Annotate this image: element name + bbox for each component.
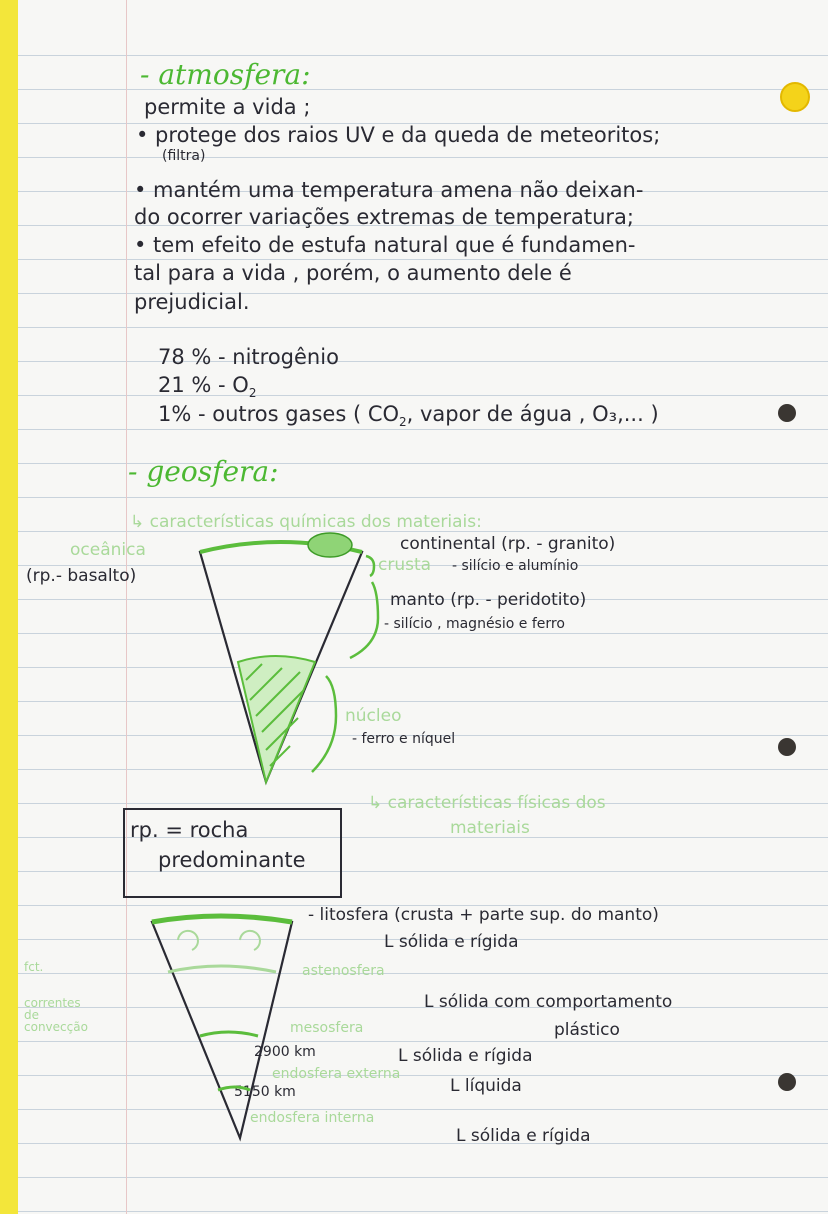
label-nucleo: núcleo — [345, 706, 402, 726]
side-note: correntes — [24, 996, 81, 1010]
label-endosfera-interna: endosfera interna — [250, 1110, 375, 1126]
atmosfera-line: • tem efeito de estufa natural que é fundamen- — [134, 233, 636, 257]
label-mesosfera: mesosfera — [290, 1020, 364, 1036]
label-endosfera-externa: endosfera externa — [272, 1066, 401, 1082]
atmosfera-line: prejudicial. — [134, 290, 250, 314]
atmosfera-line: tal para a vida , porém, o aumento dele é — [134, 261, 572, 285]
subheading: ↳ características físicas dos — [368, 793, 606, 813]
astenosfera-desc: plástico — [554, 1020, 620, 1040]
composition-line: 78 % - nitrogênio — [158, 345, 339, 369]
label-continental: continental (rp. - granito) — [400, 534, 616, 554]
atmosfera-title: - atmosfera: — [140, 58, 311, 91]
atmosfera-line: (filtra) — [162, 148, 206, 164]
side-note: de — [24, 1008, 39, 1022]
label-crusta: crusta — [378, 555, 432, 575]
box-text: rp. = rocha — [130, 818, 249, 842]
atmosfera-line: • protege dos raios UV e da queda de meteoritos; — [136, 123, 661, 147]
chemical-layers-diagram — [200, 533, 378, 782]
label-astenosfera: astenosfera — [302, 963, 385, 979]
mesosfera-desc: L sólida e rígida — [398, 1046, 533, 1066]
side-note: convecção — [24, 1020, 88, 1034]
label-litosfera: - litosfera (crusta + parte sup. do manto) — [308, 905, 659, 925]
subheading: ↳ características químicas dos materiais: — [130, 512, 482, 532]
endosfera-externa-desc: L líquida — [450, 1076, 522, 1096]
litosfera-desc: L sólida e rígida — [384, 932, 519, 952]
nucleo-desc: - ferro e níquel — [352, 731, 456, 747]
composition-line: 21 % - $O_2$ — [158, 373, 257, 401]
endosfera-interna-desc: L sólida e rígida — [456, 1126, 591, 1146]
atmosfera-line: permite a vida ; — [144, 95, 311, 119]
subheading: materiais — [450, 818, 530, 838]
box-text: predominante — [158, 848, 306, 872]
side-note: fct. — [24, 960, 44, 974]
label-oceanica: oceânica — [70, 540, 146, 560]
label-basalto: (rp.- basalto) — [26, 566, 137, 586]
label-2900km: 2900 km — [254, 1044, 316, 1060]
physical-layers-diagram — [152, 916, 292, 1138]
manto-desc: - silício , magnésio e ferro — [384, 616, 565, 632]
composition-line: 1% - outros gases ( $CO_2$, vapor de água , O₃,... ) — [158, 402, 659, 430]
crusta-desc: - silício e alumínio — [452, 558, 579, 574]
label-manto: manto (rp. - peridotito) — [390, 590, 587, 610]
astenosfera-desc: L sólida com comportamento — [424, 992, 673, 1012]
geosfera-title: - geosfera: — [128, 455, 279, 488]
label-5150km: 5150 km — [234, 1084, 296, 1100]
atmosfera-line: • mantém uma temperatura amena não deixan- — [134, 178, 644, 202]
atmosfera-line: do ocorrer variações extremas de temperatura; — [134, 205, 634, 229]
